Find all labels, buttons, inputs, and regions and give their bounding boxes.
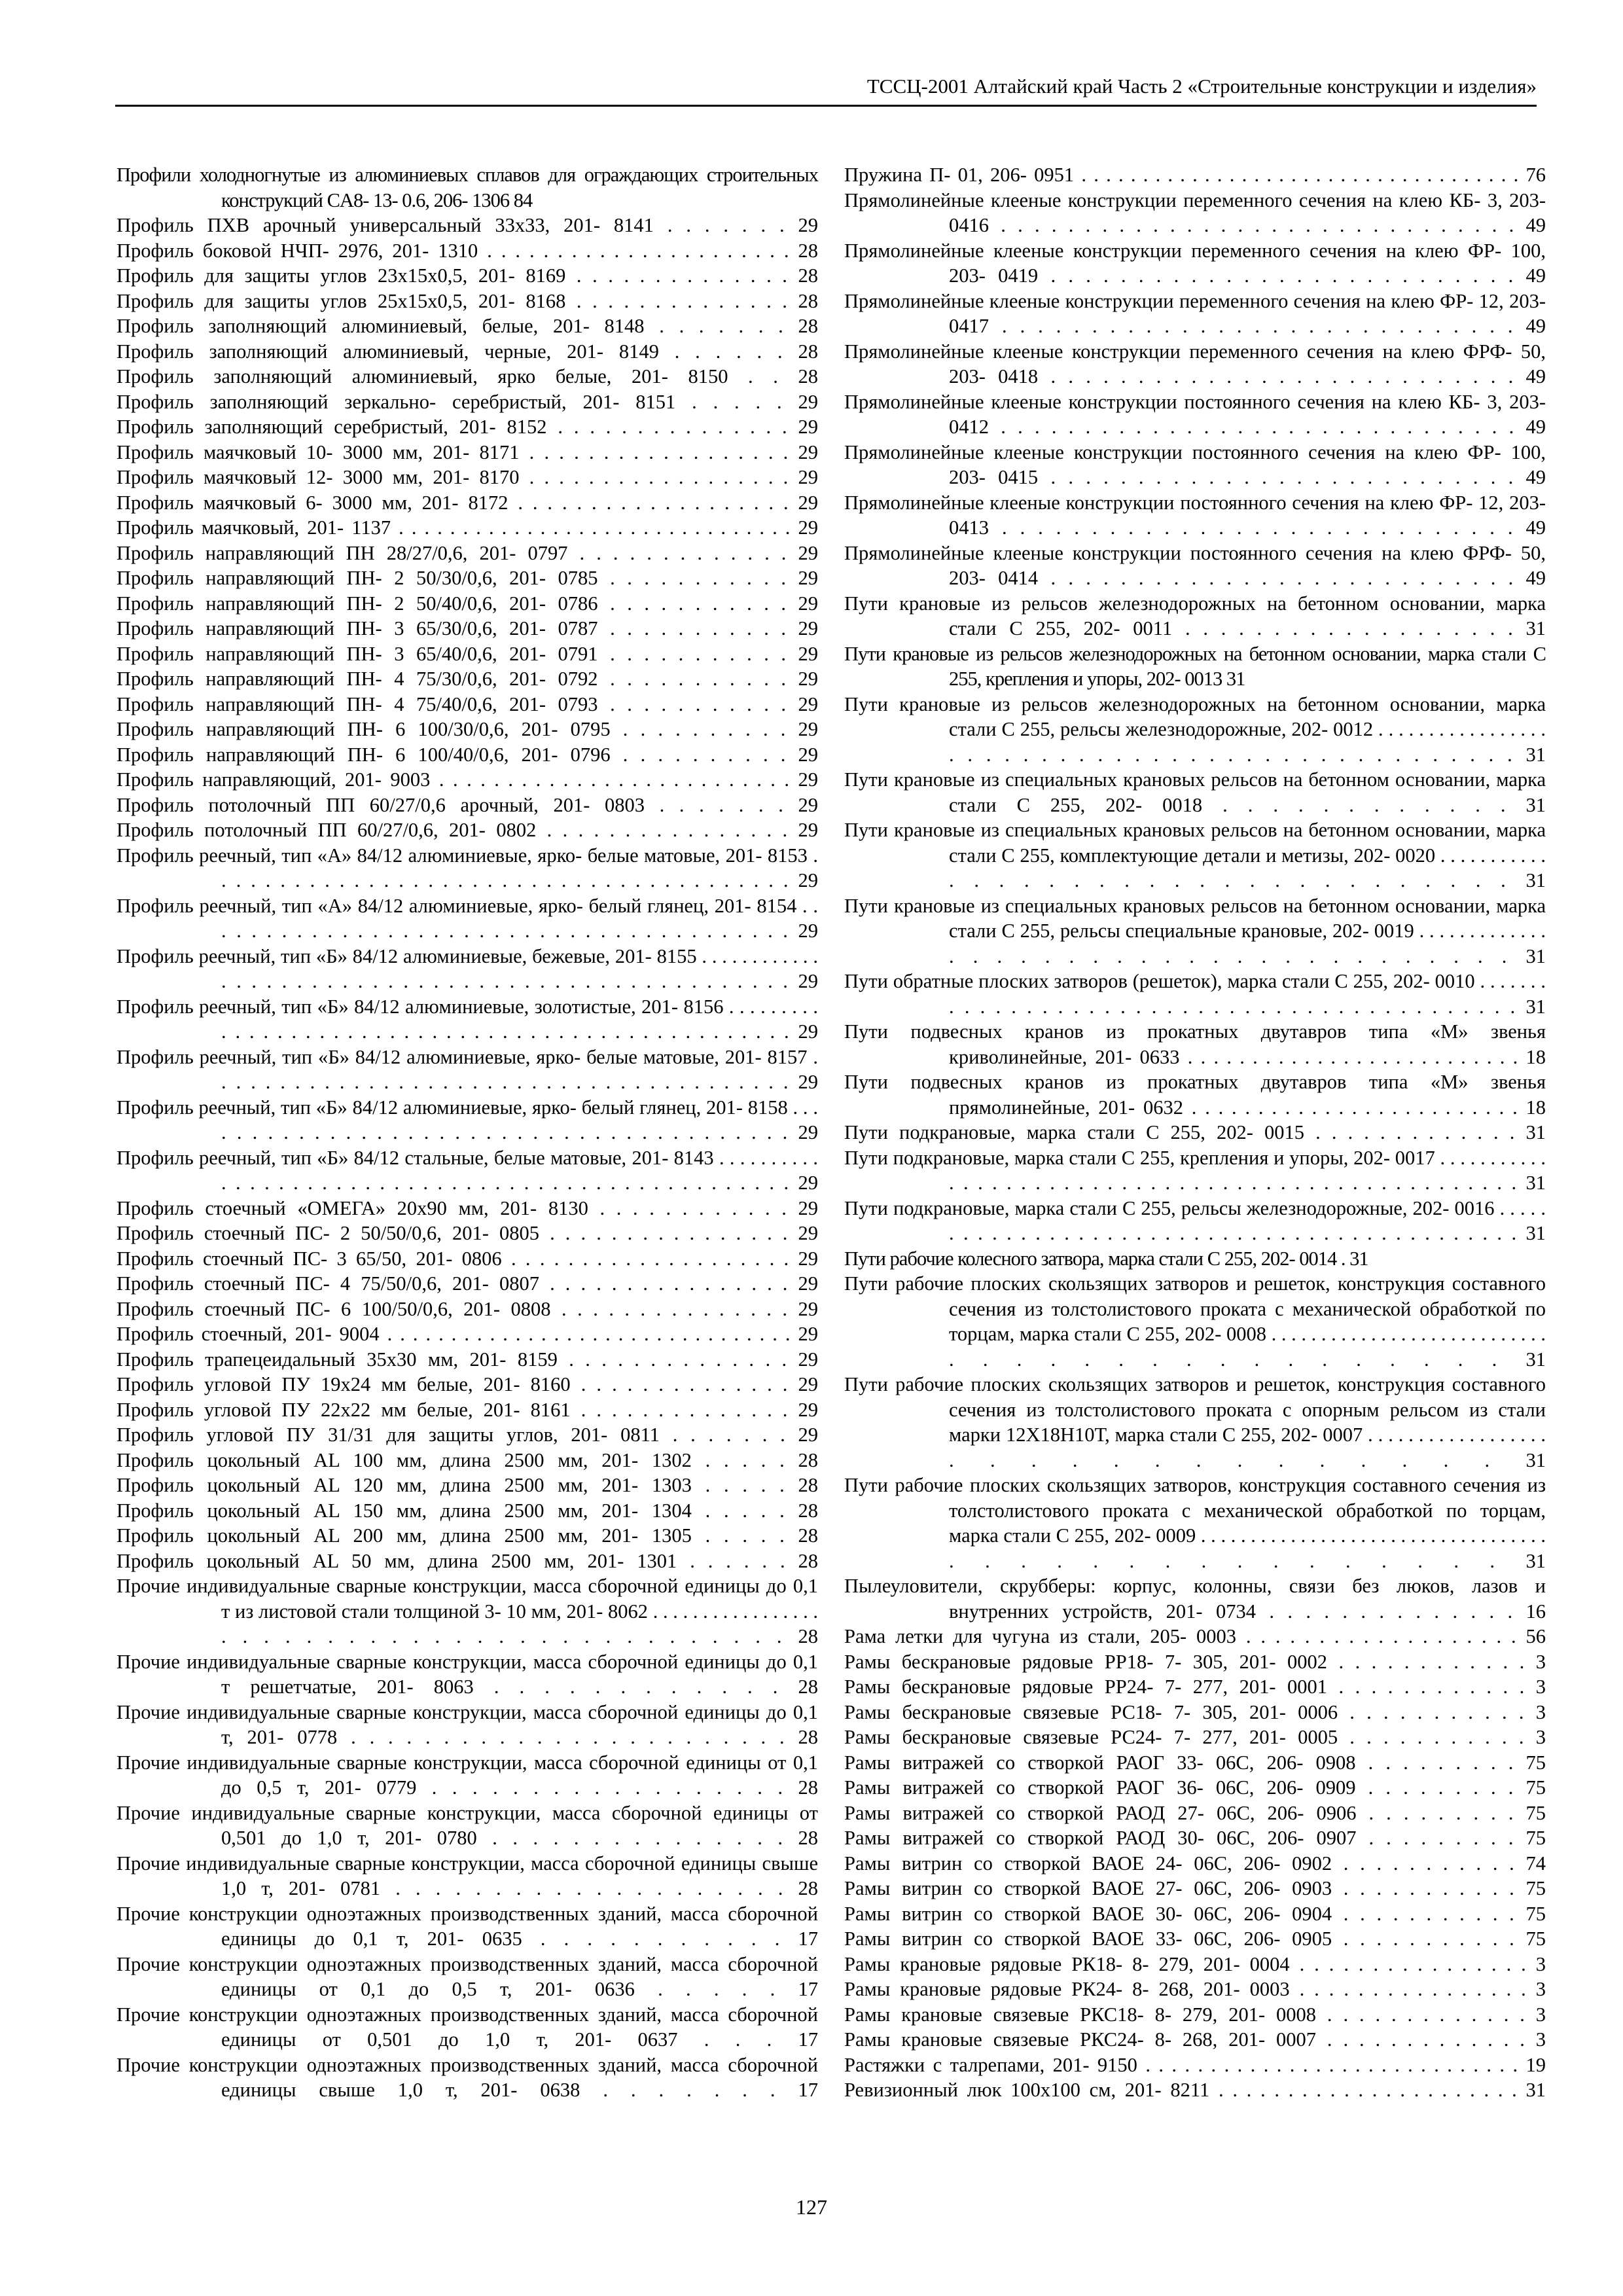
index-entry: Прямолинейные клееные конструкции переменного сечения на клею КБ- 3, 203- 0416 . . . . . . . . . . . . . . . . . . . . . . . . . . . . . . . 49 bbox=[844, 188, 1546, 236]
index-entry: Профиль угловой ПУ 19х24 мм белые, 201- 8160 . . . . . . . . . . . . . . 29 bbox=[116, 1373, 818, 1395]
index-entry: Рамы витрин со створкой ВАОЕ 30- 06С, 206- 0904 . . . . . . . . . . . 75 bbox=[844, 1902, 1546, 1925]
index-entry: Профиль стоечный ПС- 4 75/50/0,6, 201- 0807 . . . . . . . . . . . . . . . . 29 bbox=[116, 1272, 818, 1295]
index-entry: Профиль реечный, тип «Б» 84/12 стальные, белые матовые, 201- 8143 . . . . . . . . . . . . . . . . . . . . . . . . . . . . . . . . . . . . . . . . . . . . . . . . . . 29 bbox=[116, 1146, 818, 1194]
index-entry: Пути рабочие плоских скользящих затворов, конструкция составного сечения из толстолистового проката с механической обработкой по торцам, марка стали С 255, 202- 0009 . . . . . . . . . . . . . . . . . . . . . . . . . . . . . . . . . . . . . . . . . . . . . . . . . . . 31 bbox=[844, 1474, 1546, 1572]
index-entry: Прочие индивидуальные сварные конструкции, масса сборочной единицы от 0,501 до 1,0 т, 201- 0780 . . . . . . . . . . . . . . . 28 bbox=[116, 1801, 818, 1849]
index-entry: Рамы витражей со створкой РАОД 27- 06С, 206- 0906 . . . . . . . . . 75 bbox=[844, 1801, 1546, 1824]
index-entry: Профиль угловой ПУ 31/31 для защиты углов, 201- 0811 . . . . . . . 29 bbox=[116, 1424, 818, 1446]
index-entry: Профили холодногнутые из алюминиевых сплавов для ограждающих строительных конструкций CA8- 13- 0.6, 206- 1306 84 bbox=[116, 164, 818, 211]
index-entry: Профиль маячковый 12- 3000 мм, 201- 8170 . . . . . . . . . . . . . . . . . . 29 bbox=[116, 466, 818, 488]
index-entry: Профиль реечный, тип «А» 84/12 алюминиевые, ярко- белый глянец, 201- 8154 . . . . . . . . . . . . . . . . . . . . . . . . . . . . . . . . . . . . . . . . 29 bbox=[116, 894, 818, 942]
index-entry: Профиль угловой ПУ 22х22 мм белые, 201- 8161 . . . . . . . . . . . . . . 29 bbox=[116, 1398, 818, 1421]
index-entry: Профиль направляющий ПН- 4 75/40/0,6, 201- 0793 . . . . . . . . . . . 29 bbox=[116, 692, 818, 715]
index-entry: Профиль стоечный ПС- 2 50/50/0,6, 201- 0805 . . . . . . . . . . . . . . . . 29 bbox=[116, 1222, 818, 1244]
index-entry: Пути рабочие колесного затвора, марка стали С 255, 202- 0014 . 31 bbox=[844, 1247, 1368, 1270]
index-entry: Профиль маячковый 6- 3000 мм, 201- 8172 . . . . . . . . . . . . . . . . . . . 29 bbox=[116, 491, 818, 514]
index-entry: Профиль реечный, тип «Б» 84/12 алюминиевые, ярко- белые матовые, 201- 8157 . . . . . . . . . . . . . . . . . . . . . . . . . . . . . . . . . . . . . . . . 29 bbox=[116, 1045, 818, 1093]
index-entry: Профиль реечный, тип «Б» 84/12 алюминиевые, золотистые, 201- 8156 . . . . . . . . . . . . . . . . . . . . . . . . . . . . . . . . . . . . . . . . . . . . . . . . . . 29 bbox=[116, 995, 818, 1043]
index-entry: Прочие индивидуальные сварные конструкции, масса сборочной единицы до 0,1 т, 201- 0778 . . . . . . . . . . . . . . . . . . . . . . . . 28 bbox=[116, 1700, 818, 1748]
index-entry: Профиль маячковый 10- 3000 мм, 201- 8171 . . . . . . . . . . . . . . . . . . 29 bbox=[116, 440, 818, 463]
index-entry: Пути крановые из специальных крановых рельсов на бетонном основании, марка стали С 255, 202- 0018 . . . . . . . . . . . . 31 bbox=[844, 768, 1546, 816]
index-entry: Рамы крановые рядовые РК18- 8- 279, 201- 0004 . . . . . . . . . . . . . . . . 3 bbox=[844, 1952, 1546, 1975]
index-entry: Пути подкрановые, марка стали С 255, крепления и упоры, 202- 0017 . . . . . . . . . . . . . . . . . . . . . . . . . . . . . . . . . . . . . . . . . . . . . . . . . . . 31 bbox=[844, 1146, 1546, 1194]
index-entry: Профиль для защиты углов 25х15х0,5, 201- 8168 . . . . . . . . . . . . . . 28 bbox=[116, 289, 818, 312]
index-entry: Рамы бескрановые рядовые РР24- 7- 277, 201- 0001 . . . . . . . . . . . . 3 bbox=[844, 1676, 1546, 1698]
index-entry: Рамы крановые рядовые РК24- 8- 268, 201- 0003 . . . . . . . . . . . . . . . . 3 bbox=[844, 1978, 1546, 2000]
index-entry: Прямолинейные клееные конструкции переменного сечения на клею ФР- 12, 203- 0417 . . . . . . . . . . . . . . . . . . . . . . . . . . . . . 49 bbox=[844, 289, 1546, 337]
index-entry: Пути рабочие плоских скользящих затворов и решеток, конструкция составного сечения из толстолистового проката с механической обработкой по торцам, марка стали С 255, 202- 0008 . . . . . . . . . . . . . . . . . . . . . . . . . . . . . . . . . . . . . . . . . . . . . 31 bbox=[844, 1272, 1546, 1371]
index-entry: Профиль заполняющий алюминиевый, белые, 201- 8148 . . . . . . . 28 bbox=[116, 315, 818, 337]
index-entry: Прочие конструкции одноэтажных производственных зданий, масса сборочной единицы свыше 1,0 т, 201- 0638 . . . . . . . 17 bbox=[116, 2053, 818, 2101]
index-entry: Пути подкрановые, марка стали С 255, рельсы железнодорожные, 202- 0016 . . . . . . . . . . . . . . . . . . . . . . . . . . . . . . . . . . . . . . . . . . . . . 31 bbox=[844, 1196, 1546, 1244]
index-entry: Прямолинейные клееные конструкции постоянного сечения на клею КБ- 3, 203- 0412 . . . . . . . . . . . . . . . . . . . . . . . . . . . . . . . 49 bbox=[844, 390, 1546, 438]
index-entry: Прямолинейные клееные конструкции переменного сечения на клею ФРФ- 50, 203- 0418 . . . . . . . . . . . . . . . . . . . . . . . . . . . 49 bbox=[844, 340, 1546, 387]
index-entry: Профиль заполняющий алюминиевый, ярко белые, 201- 8150 . . 28 bbox=[116, 365, 818, 387]
index-entry: Рамы крановые связевые РКС24- 8- 268, 201- 0007 . . . . . . . . . . . . . 3 bbox=[844, 2028, 1546, 2051]
index-entry: Пути подвесных кранов из прокатных двутавров типа «М» звенья прямолинейные, 201- 0632 . . . . . . . . . . . . . . . . . . . . . . . . . 18 bbox=[844, 1071, 1546, 1119]
index-entry: Профиль маячковый, 201- 1137 . . . . . . . . . . . . . . . . . . . . . . . . . . . . . . . 29 bbox=[116, 516, 818, 539]
index-entry: Профиль для защиты углов 23х15х0,5, 201- 8169 . . . . . . . . . . . . . . 28 bbox=[116, 264, 818, 287]
index-entry: Пути подкрановые, марка стали С 255, 202- 0015 . . . . . . . . . . . . . 31 bbox=[844, 1121, 1546, 1143]
index-entry: Растяжки с талрепами, 201- 9150 . . . . . . . . . . . . . . . . . . . . . . . . . . . . . 19 bbox=[844, 2053, 1546, 2076]
index-entry: Прочие индивидуальные сварные конструкции, масса сборочной единицы от 0,1 до 0,5 т, 201- 0779 . . . . . . . . . . . . . . . . . . 28 bbox=[116, 1751, 818, 1799]
index-entry: Профиль заполняющий алюминиевый, черные, 201- 8149 . . . . . . 28 bbox=[116, 340, 818, 363]
index-entry: Прочие конструкции одноэтажных производственных зданий, масса сборочной единицы до 0,1 т, 201- 0635 . . . . . . . . . . . 17 bbox=[116, 1902, 818, 1950]
index-entry: Прочие индивидуальные сварные конструкции, масса сборочной единицы до 0,1 т из листовой стали толщиной 3- 10 мм, 201- 8062 . . . . . . . . . . . . . . . . . . . . . . . . . . . . . . . . . . . . . . . . . . . . 28 bbox=[116, 1575, 818, 1647]
index-entry: Рама летки для чугуна из стали, 205- 0003 . . . . . . . . . . . . . . . . . . . 56 bbox=[844, 1625, 1546, 1647]
index-entry: Пути крановые из рельсов железнодорожных на бетонном основании, марка стали С 255, 202- 0011 . . . . . . . . . . . . . . . . . . . 31 bbox=[844, 592, 1546, 639]
index-entry: Профиль направляющий ПН- 6 100/30/0,6, 201- 0795 . . . . . . . . . . 29 bbox=[116, 718, 818, 740]
index-entry: Профиль цокольный AL 50 мм, длина 2500 мм, 201- 1301 . . . . . . 28 bbox=[116, 1549, 818, 1572]
index-entry: Прочие конструкции одноэтажных производственных зданий, масса сборочной единицы от 0,1 до 0,5 т, 201- 0636 . . . . . 17 bbox=[116, 1952, 818, 2000]
index-entry: Пути обратные плоских затворов (решеток), марка стали С 255, 202- 0010 . . . . . . . . . . . . . . . . . . . . . . . . . . . . . . . . . . . . . . . . . . . . 31 bbox=[844, 970, 1546, 1018]
index-entry: Профиль цокольный AL 150 мм, длина 2500 мм, 201- 1304 . . . . . 28 bbox=[116, 1499, 818, 1522]
running-header: ТССЦ-2001 Алтайский край Часть 2 «Строительные конструкции и изделия» bbox=[115, 73, 1537, 107]
index-entry: Рамы бескрановые рядовые РР18- 7- 305, 201- 0002 . . . . . . . . . . . . 3 bbox=[844, 1650, 1546, 1673]
index-entry: Профиль цокольный AL 100 мм, длина 2500 мм, 201- 1302 . . . . . 28 bbox=[116, 1448, 818, 1471]
index-entry: Пути крановые из рельсов железнодорожных на бетонном основании, марка стали С 255, крепления и упоры, 202- 0013 31 bbox=[844, 642, 1546, 690]
index-entry: Ревизионный люк 100х100 см, 201- 8211 . . . . . . . . . . . . . . . . . . . . . . 31 bbox=[844, 2079, 1546, 2101]
index-column-right bbox=[844, 162, 1546, 2103]
index-entry: Рамы витражей со створкой РАОГ 33- 06С, 206- 0908 . . . . . . . . . 75 bbox=[844, 1751, 1546, 1774]
index-entry: Рамы витрин со створкой ВАОЕ 33- 06С, 206- 0905 . . . . . . . . . . . 75 bbox=[844, 1928, 1546, 1950]
index-entry: Профиль стоечный «ОМЕГА» 20х90 мм, 201- 8130 . . . . . . . . . . . . 29 bbox=[116, 1196, 818, 1219]
index-entry: Профиль реечный, тип «А» 84/12 алюминиевые, ярко- белые матовые, 201- 8153 . . . . . . . . . . . . . . . . . . . . . . . . . . . . . . . . . . . . . . . . 29 bbox=[116, 844, 818, 891]
index-entry: Прямолинейные клееные конструкции постоянного сечения на клею ФР- 12, 203- 0413 . . . . . . . . . . . . . . . . . . . . . . . . . . . . . 49 bbox=[844, 491, 1546, 539]
index-entry: Рамы бескрановые связевые РС18- 7- 305, 201- 0006 . . . . . . . . . . . 3 bbox=[844, 1700, 1546, 1723]
index-entry: Профиль направляющий, 201- 9003 . . . . . . . . . . . . . . . . . . . . . . . . . . 29 bbox=[116, 768, 818, 791]
index-entry: Прочие конструкции одноэтажных производственных зданий, масса сборочной единицы от 0,501 до 1,0 т, 201- 0637 . . . 17 bbox=[116, 2003, 818, 2051]
index-entry: Профиль трапецеидальный 35х30 мм, 201- 8159 . . . . . . . . . . . . . . 29 bbox=[116, 1348, 818, 1371]
index-entry: Пути рабочие плоских скользящих затворов и решеток, конструкция составного сечения из толстолистового проката с опорным рельсом из стали марки 12Х18Н10Т, марка стали С 255, 202- 0007 . . . . . . . . . . . . . . . . . . . . . . . . . . . . . . . . 31 bbox=[844, 1373, 1546, 1471]
index-entry: Профиль потолочный ПП 60/27/0,6 арочный, 201- 0803 . . . . . . . 29 bbox=[116, 793, 818, 816]
index-entry: Прямолинейные клееные конструкции постоянного сечения на клею ФР- 100, 203- 0415 . . . . . . . . . . . . . . . . . . . . . . . . . . . 49 bbox=[844, 440, 1546, 488]
index-entry: Пути крановые из специальных крановых рельсов на бетонном основании, марка стали С 255, рельсы специальные крановые, 202- 0019 . . . . . . . . . . . . . . . . . . . . . . . . . . . . . . . . . . . . . 31 bbox=[844, 894, 1546, 967]
index-entry: Профиль направляющий ПН 28/27/0,6, 201- 0797 . . . . . . . . . . . . . 29 bbox=[116, 541, 818, 564]
index-column-left bbox=[116, 162, 818, 2103]
index-entry: Рамы бескрановые связевые РС24- 7- 277, 201- 0005 . . . . . . . . . . . 3 bbox=[844, 1726, 1546, 1748]
index-entry: Профиль направляющий ПН- 4 75/30/0,6, 201- 0792 . . . . . . . . . . . 29 bbox=[116, 668, 818, 690]
index-entry: Рамы витражей со створкой РАОД 30- 06С, 206- 0907 . . . . . . . . . 75 bbox=[844, 1827, 1546, 1849]
index-entry: Профиль направляющий ПН- 6 100/40/0,6, 201- 0796 . . . . . . . . . . 29 bbox=[116, 743, 818, 766]
index-entry: Профиль стоечный ПС- 6 100/50/0,6, 201- 0808 . . . . . . . . . . . . . . . 29 bbox=[116, 1297, 818, 1320]
index-entry: Пылеуловители, скрубберы: корпус, колонны, связи без люков, лазов и внутренних устройств, 201- 0734 . . . . . . . . . . . . . . 16 bbox=[844, 1575, 1546, 1623]
index-entry: Прямолинейные клееные конструкции постоянного сечения на клею ФРФ- 50, 203- 0414 . . . . . . . . . . . . . . . . . . . . . . . . . . . 49 bbox=[844, 541, 1546, 589]
index-entry: Рамы крановые связевые РКС18- 8- 279, 201- 0008 . . . . . . . . . . . . . 3 bbox=[844, 2003, 1546, 2026]
index-entry: Профиль направляющий ПН- 2 50/40/0,6, 201- 0786 . . . . . . . . . . . 29 bbox=[116, 592, 818, 615]
index-entry: Профиль реечный, тип «Б» 84/12 алюминиевые, ярко- белый глянец, 201- 8158 . . . . . . . . . . . . . . . . . . . . . . . . . . . . . . . . . . . . . . . . 29 bbox=[116, 1096, 818, 1143]
index-entry: Пути крановые из специальных крановых рельсов на бетонном основании, марка стали С 255, комплектующие детали и метизы, 202- 0020 . . . . . . . . . . . . . . . . . . . . . . . . . . . . . . . . . . 31 bbox=[844, 819, 1546, 891]
index-entry: Профиль ПХВ арочный универсальный 33х33, 201- 8141 . . . . . . . 29 bbox=[116, 214, 818, 236]
page-number: 127 bbox=[796, 2195, 827, 2219]
index-entry: Профиль стоечный, 201- 9004 . . . . . . . . . . . . . . . . . . . . . . . . . . . . . . . . 29 bbox=[116, 1323, 818, 1345]
index-entry: Профиль направляющий ПН- 3 65/30/0,6, 201- 0787 . . . . . . . . . . . 29 bbox=[116, 617, 818, 639]
index-entry: Профиль направляющий ПН- 2 50/30/0,6, 201- 0785 . . . . . . . . . . . 29 bbox=[116, 567, 818, 589]
index-entry: Рамы витрин со створкой ВАОЕ 24- 06С, 206- 0902 . . . . . . . . . . . 74 bbox=[844, 1852, 1546, 1874]
index-entry: Профиль цокольный AL 200 мм, длина 2500 мм, 201- 1305 . . . . . 28 bbox=[116, 1524, 818, 1547]
index-entry: Рамы витрин со створкой ВАОЕ 27- 06С, 206- 0903 . . . . . . . . . . . 75 bbox=[844, 1877, 1546, 1899]
index-entry: Профиль направляющий ПН- 3 65/40/0,6, 201- 0791 . . . . . . . . . . . 29 bbox=[116, 642, 818, 665]
index-entry: Профиль боковой НЧП- 2976, 201- 1310 . . . . . . . . . . . . . . . . . . . . . . 28 bbox=[116, 239, 818, 262]
index-entry: Прочие индивидуальные сварные конструкции, масса сборочной единицы до 0,1 т решетчатые, 201- 8063 . . . . . . . . . . . . 28 bbox=[116, 1650, 818, 1698]
index-entry: Рамы витражей со створкой РАОГ 36- 06С, 206- 0909 . . . . . . . . . 75 bbox=[844, 1776, 1546, 1799]
index-entry: Прямолинейные клееные конструкции переменного сечения на клею ФР- 100, 203- 0419 . . . . . . . . . . . . . . . . . . . . . . . . . . . 49 bbox=[844, 239, 1546, 287]
index-entry: Прочие индивидуальные сварные конструкции, масса сборочной единицы свыше 1,0 т, 201- 0781 . . . . . . . . . . . . . . . . . . . . 28 bbox=[116, 1852, 818, 1899]
index-entry: Профиль цокольный AL 120 мм, длина 2500 мм, 201- 1303 . . . . . 28 bbox=[116, 1474, 818, 1496]
index-entry: Профиль заполняющий зеркально- серебристый, 201- 8151 . . . . . 29 bbox=[116, 390, 818, 413]
index-entry: Пути подвесных кранов из прокатных двутавров типа «М» звенья криволинейные, 201- 0633 . . . . . . . . . . . . . . . . . . . . . . . . . . 18 bbox=[844, 1020, 1546, 1068]
index-entry: Пути крановые из рельсов железнодорожных на бетонном основании, марка стали С 255, рельсы железнодорожные, 202- 0012 . . . . . . . . . . . . . . . . . . . . . . . . . . . . . . . . . . . . . . . . . . . . . . . . 31 bbox=[844, 692, 1546, 766]
index-entry: Пружина П- 01, 206- 0951 . . . . . . . . . . . . . . . . . . . . . . . . . . . . . . . . . . . . 76 bbox=[844, 164, 1546, 186]
index-entry: Профиль стоечный ПС- 3 65/50, 201- 0806 . . . . . . . . . . . . . . . . . . . . 29 bbox=[116, 1247, 818, 1270]
index-entry: Профиль потолочный ПП 60/27/0,6, 201- 0802 . . . . . . . . . . . . . . . . 29 bbox=[116, 819, 818, 841]
index-entry: Профиль заполняющий серебристый, 201- 8152 . . . . . . . . . . . . . . . 29 bbox=[116, 416, 818, 438]
index-entry: Профиль реечный, тип «Б» 84/12 алюминиевые, бежевые, 201- 8155 . . . . . . . . . . . . . . . . . . . . . . . . . . . . . . . . . . . . . . . . . . . . . . . . . . 29 bbox=[116, 944, 818, 992]
